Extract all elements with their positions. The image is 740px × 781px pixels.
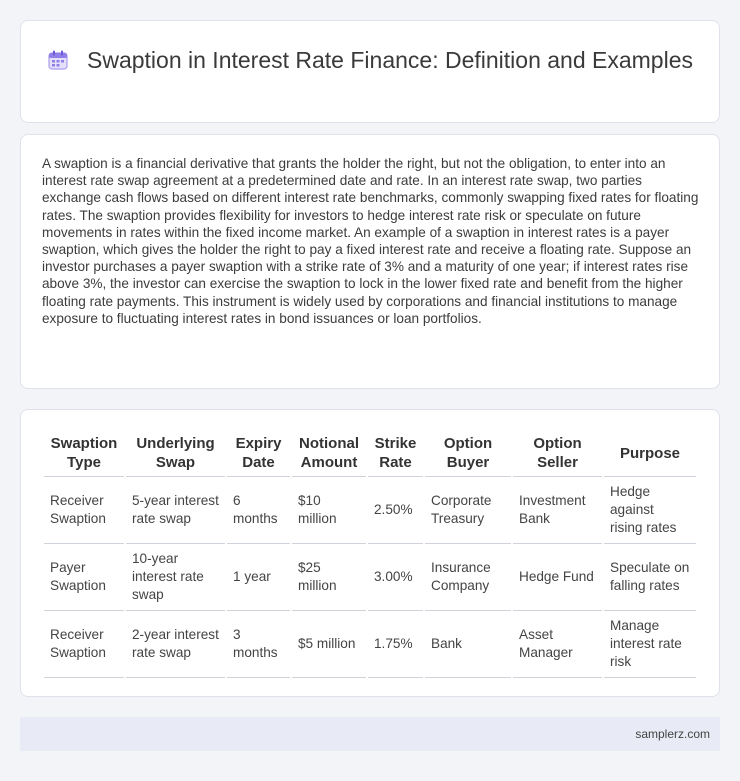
title-card bbox=[20, 20, 720, 123]
column-header: Swaption Type bbox=[44, 432, 124, 477]
calendar-icon bbox=[47, 49, 69, 71]
page-title: Swaption in Interest Rate Finance: Definition and Examples bbox=[87, 47, 693, 73]
table-card bbox=[20, 409, 720, 697]
column-header: Strike Rate bbox=[368, 432, 423, 477]
description-text: A swaption is a financial derivative that grants the holder the right, but not the obligation, to enter into an interest rate swap agreement at a predetermined date and rate. In an interest rate swap, two parties exchange cash flows based on different interest rate benchmarks, commonly swapping fixed rates for floating rates. The swaption provides flexibility for investors to hedge interest rate risk or speculate on future movements in rates within the fixed income market. An example of a swaption in interest rates is a payer swaption, which gives the holder the right to pay a fixed interest rate and receive a floating rate. Suppose an investor purchases a payer swaption with a strike rate of 3% and a maturity of one year; if interest rates rise above 3%, the investor can exercise the swaption to lock in the lower fixed rate and benefit from the higher floating rate payments. This instrument is widely used by corporations and financial institutions to manage exposure to fluctuating interest rates in bond issuances or loan portfolios. bbox=[42, 156, 699, 326]
table-cell: 2-year interest rate swap bbox=[126, 611, 225, 678]
table-cell: $25 million bbox=[292, 544, 366, 611]
table-cell: $5 million bbox=[292, 611, 366, 678]
description-card bbox=[20, 134, 720, 389]
table-cell: Hedge Fund bbox=[513, 544, 602, 611]
table-cell: Payer Swaption bbox=[44, 544, 124, 611]
table-cell: Bank bbox=[425, 611, 511, 678]
table-cell: Insurance Company bbox=[425, 544, 511, 611]
table-row bbox=[44, 477, 696, 544]
table-cell: $10 million bbox=[292, 477, 366, 544]
table-cell: Receiver Swaption bbox=[44, 611, 124, 678]
table-cell: Hedge against rising rates bbox=[604, 477, 696, 544]
table-header-row bbox=[44, 432, 696, 477]
swaption-table bbox=[42, 432, 698, 678]
footer-site-link[interactable]: samplerz.com bbox=[635, 727, 710, 741]
table-cell: Investment Bank bbox=[513, 477, 602, 544]
table-cell: 5-year interest rate swap bbox=[126, 477, 225, 544]
table-cell: 1.75% bbox=[368, 611, 423, 678]
table-cell: 10-year interest rate swap bbox=[126, 544, 225, 611]
column-header: Option Seller bbox=[513, 432, 602, 477]
column-header: Notional Amount bbox=[292, 432, 366, 477]
column-header: Expiry Date bbox=[227, 432, 290, 477]
table-cell: 3 months bbox=[227, 611, 290, 678]
table-cell: 2.50% bbox=[368, 477, 423, 544]
table-cell: Corporate Treasury bbox=[425, 477, 511, 544]
column-header: Option Buyer bbox=[425, 432, 511, 477]
table-cell: Asset Manager bbox=[513, 611, 602, 678]
table-cell: Speculate on falling rates bbox=[604, 544, 696, 611]
table-cell: 6 months bbox=[227, 477, 290, 544]
table-row bbox=[44, 611, 696, 678]
column-header: Underlying Swap bbox=[126, 432, 225, 477]
column-header: Purpose bbox=[604, 432, 696, 477]
table-cell: 3.00% bbox=[368, 544, 423, 611]
table-cell: Manage interest rate risk bbox=[604, 611, 696, 678]
title-row bbox=[21, 45, 719, 75]
table-cell: 1 year bbox=[227, 544, 290, 611]
footer bbox=[20, 717, 720, 751]
table-row bbox=[44, 544, 696, 611]
table-cell: Receiver Swaption bbox=[44, 477, 124, 544]
